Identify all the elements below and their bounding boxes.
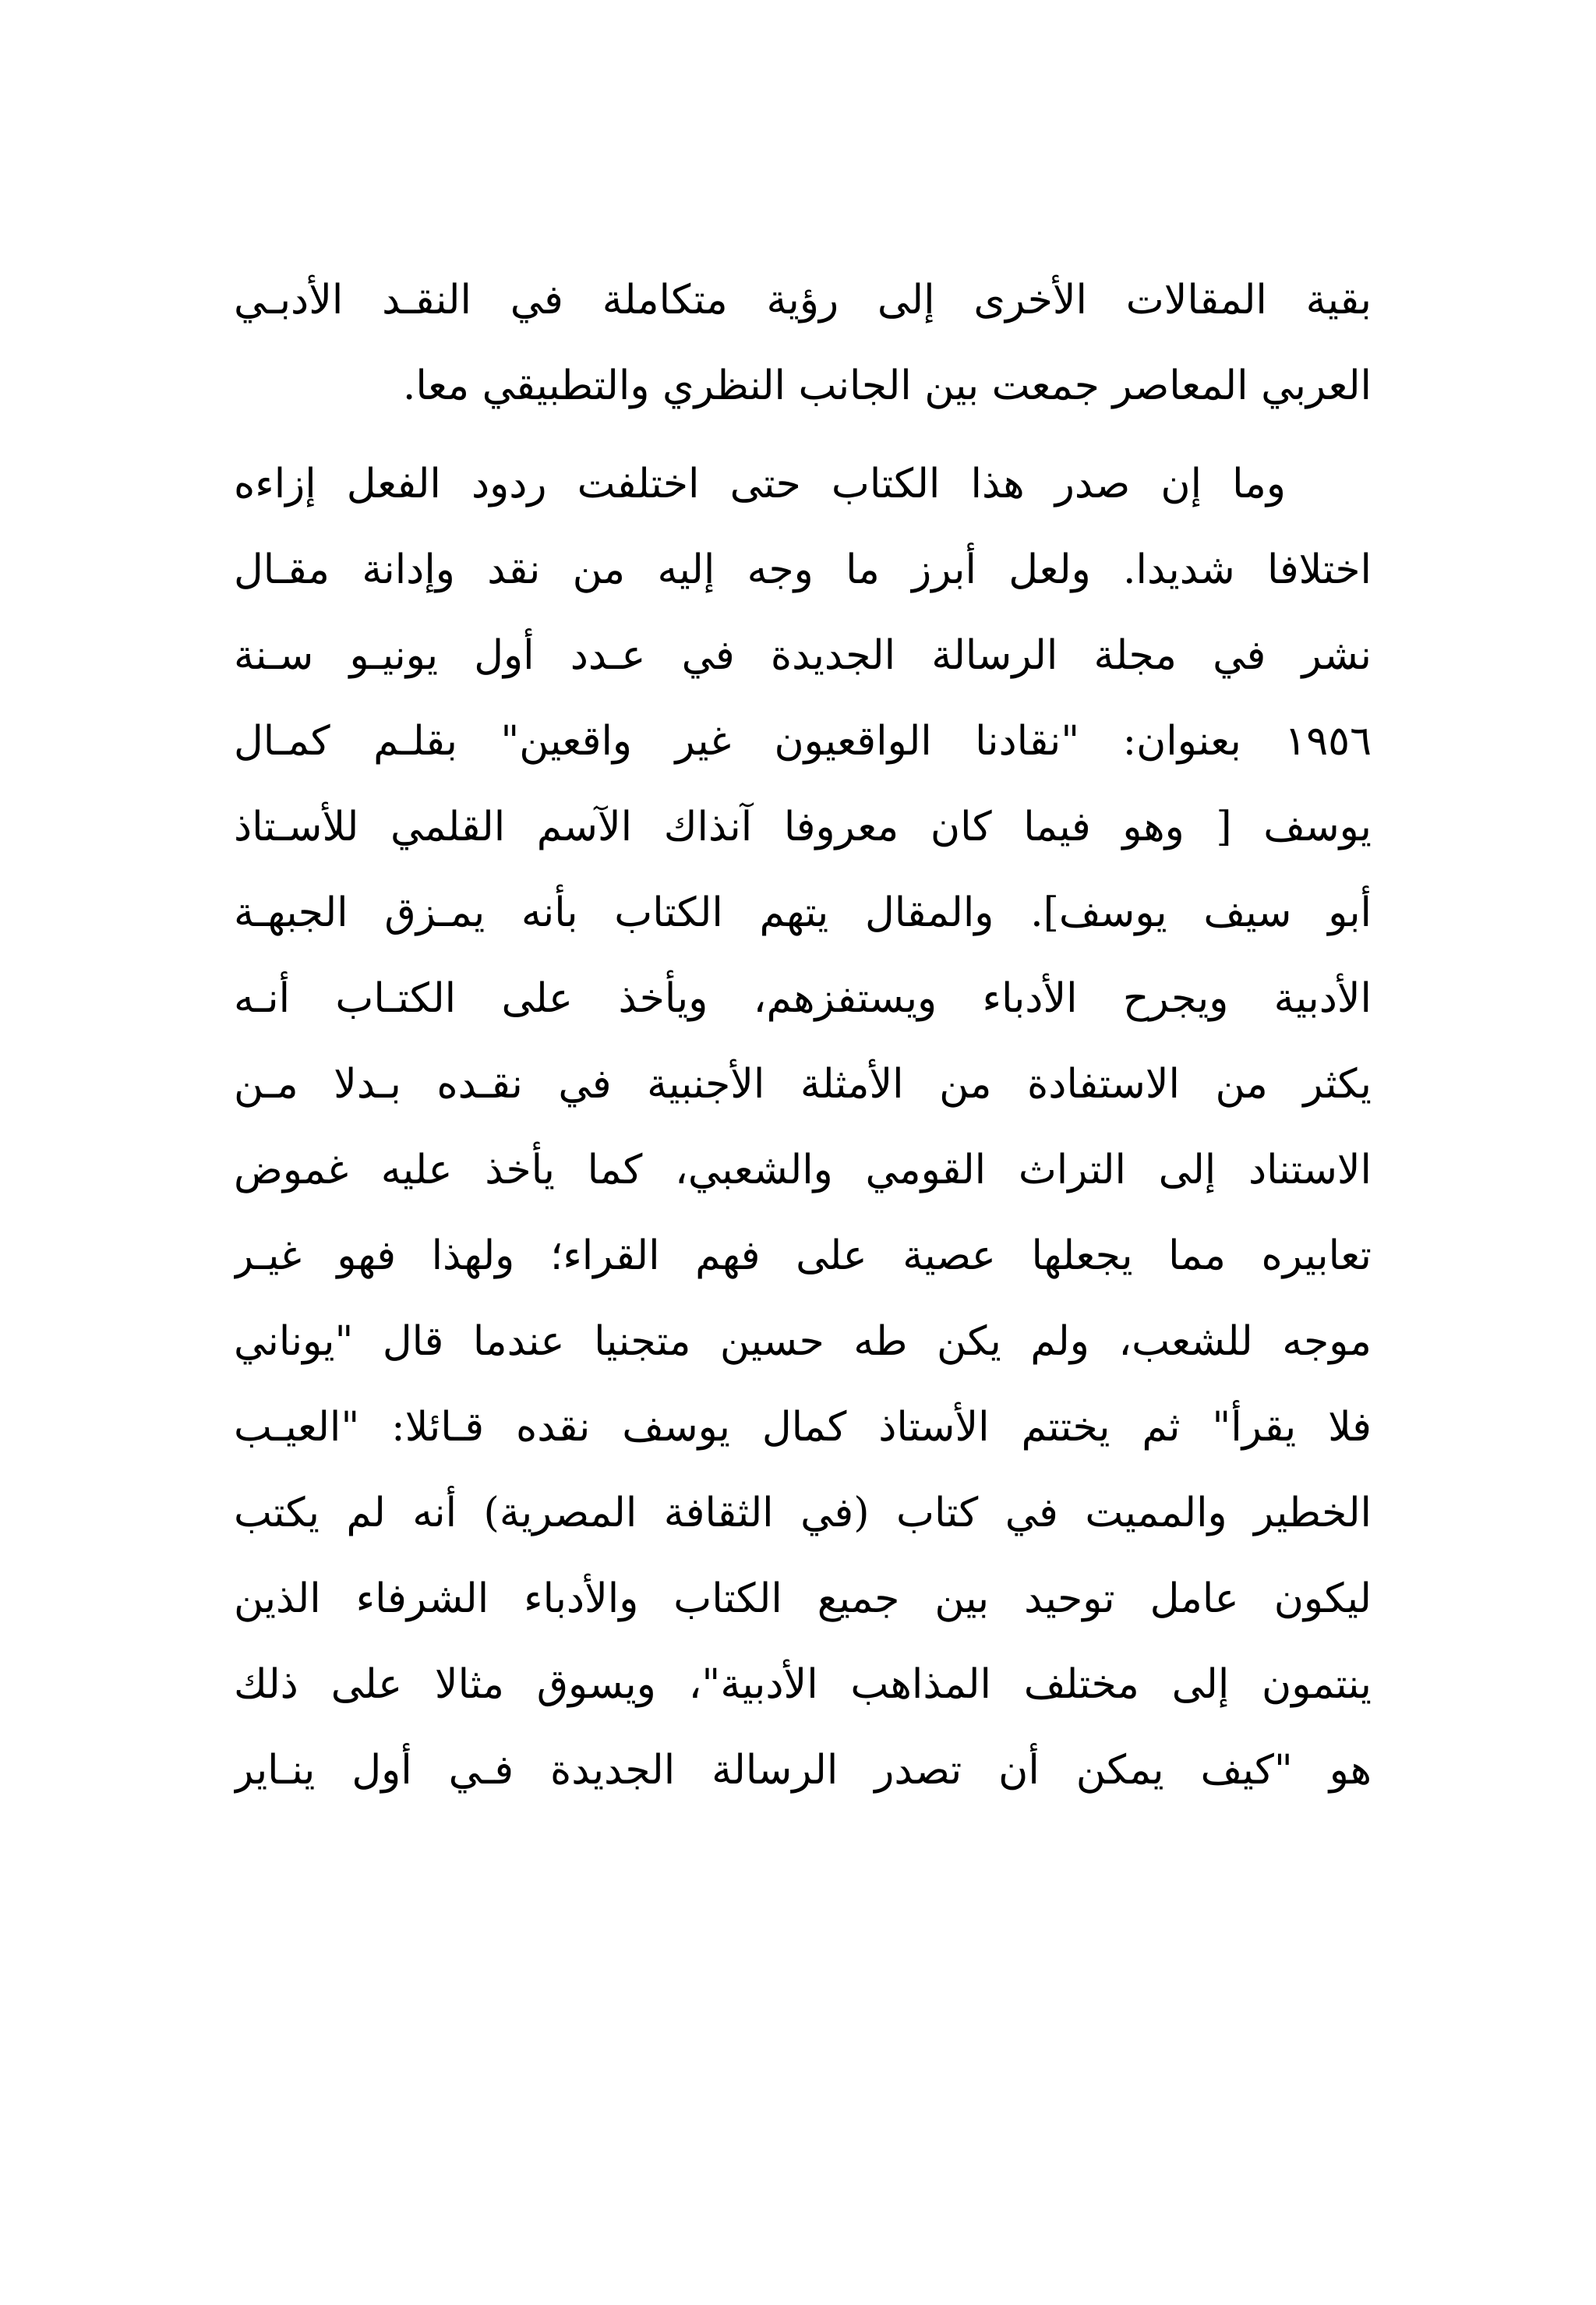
text-line: ١٩٥٦ بعنوان: "نقادنا الواقعيون غير واقعين" بقلـم كمـال: [234, 718, 1372, 765]
text-line: يوسف [ وهو فيما كان معروفا آنذاك الآسم القلمي للأسـتاذ: [234, 804, 1372, 850]
text-line: موجه للشعب، ولم يكن طه حسين متجنيا عندما قال "يوناني: [234, 1318, 1372, 1365]
text-line: هو "كيف يمكن أن تصدر الرسالة الجديدة فـي أول ينـاير: [234, 1747, 1372, 1794]
text-line: تعابيره مما يجعلها عصية على فهم القراء؛ ولهذا فهو غيـر: [234, 1232, 1372, 1279]
text-line: اختلافا شديدا. ولعل أبرز ما وجه إليه من نقد وإدانة مقـال: [234, 546, 1372, 593]
text-line: الأدبية ويجرح الأدباء ويستفزهم، ويأخذ على الكتـاب أنـه: [234, 975, 1372, 1022]
text-line: بقية المقالات الأخرى إلى رؤية متكاملة في النقـد الأدبـي: [234, 277, 1372, 323]
text-line: فلا يقرأ" ثم يختتم الأستاذ كمال يوسف نقده قـائلا: "العيـب: [234, 1404, 1372, 1451]
text-line: ليكون عامل توحيد بين جميع الكتاب والأدباء الشرفاء الذين: [234, 1575, 1372, 1622]
text-line: يكثر من الاستفادة من الأمثلة الأجنبية في نقـده بـدلا مـن: [234, 1061, 1372, 1108]
text-line: وما إن صدر هذا الكتاب حتى اختلفت ردود الفعل إزاءه: [234, 461, 1286, 507]
text-line: الخطير والمميت في كتاب (في الثقافة المصرية) أنه لم يكتب: [234, 1490, 1372, 1536]
text-line: الاستناد إلى التراث القومي والشعبي، كما يأخذ عليه غموض: [234, 1147, 1372, 1193]
text-line: العربي المعاصر جمعت بين الجانب النظري والتطبيقي معا.: [402, 362, 1372, 409]
text-line: ينتمون إلى مختلف المذاهب الأدبية"، ويسوق مثالا على ذلك: [234, 1661, 1372, 1708]
text-line: نشر في مجلة الرسالة الجديدة في عـدد أول يونيـو سـنة: [234, 632, 1372, 679]
text-line: أبو سيف يوسف]. والمقال يتهم الكتاب بأنه يمـزق الجبهـة: [234, 889, 1372, 936]
